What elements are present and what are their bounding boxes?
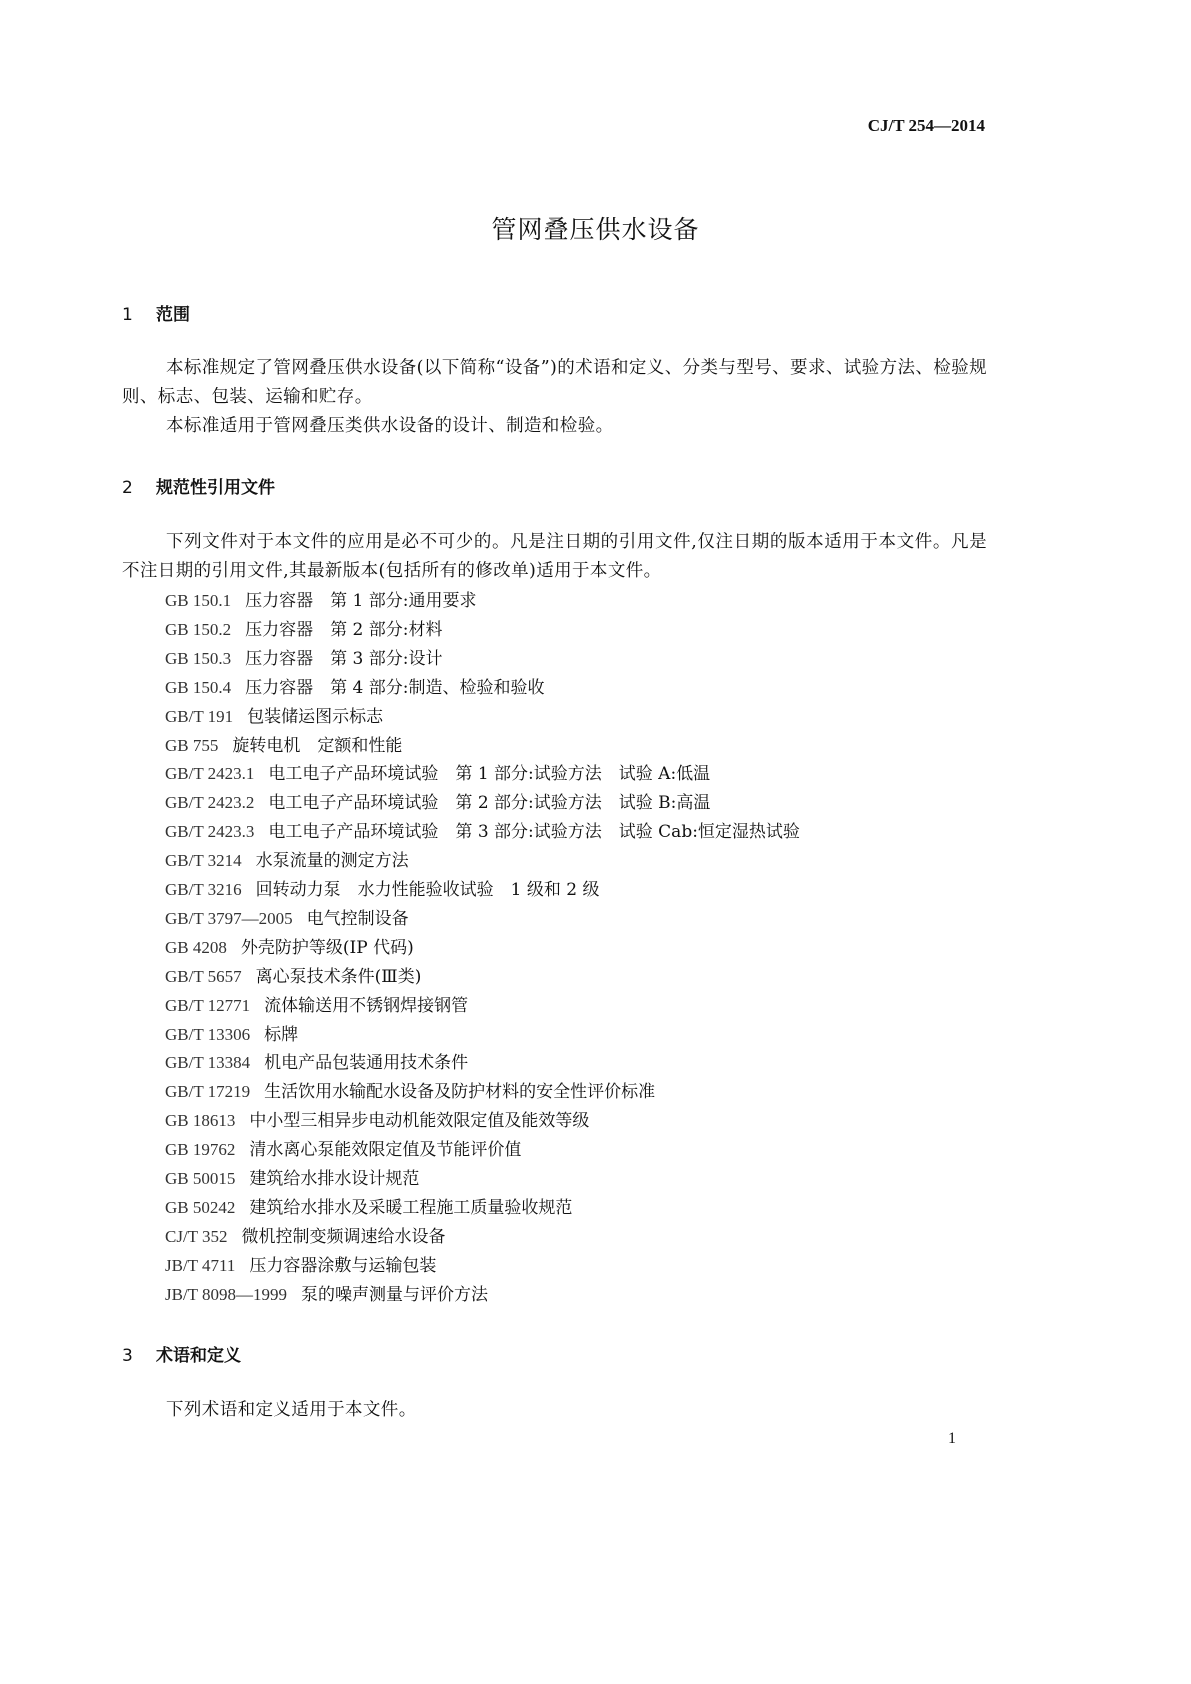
reference-code: JB/T 8098—1999 <box>165 1284 288 1304</box>
reference-title: 外壳防护等级(IP 代码) <box>240 937 414 958</box>
reference-title: 生活饮用水输配水设备及防护材料的安全性评价标准 <box>264 1082 656 1103</box>
reference-title: 压力容器 第 3 部分:设计 <box>245 648 443 669</box>
reference-title: 流体输送用不锈钢焊接钢管 <box>264 995 469 1016</box>
reference-title: 清水离心泵能效限定值及节能评价值 <box>249 1140 522 1161</box>
reference-title: 包装储运图示标志 <box>247 706 384 727</box>
reference-item <box>165 1077 655 1107</box>
reference-title: 微机控制变频调速给水设备 <box>241 1226 446 1247</box>
reference-code: GB 50015 <box>165 1169 236 1188</box>
reference-code: GB/T 2423.2 <box>165 793 255 813</box>
reference-item <box>165 962 421 992</box>
paragraph: 本标准适用于管网叠压类供水设备的设计、制造和检验。 <box>166 416 614 436</box>
page-number: 1 <box>948 1430 956 1447</box>
reference-code: GB/T 13306 <box>165 1024 251 1044</box>
reference-title: 电工电子产品环境试验 第 3 部分:试验方法 试验 Cab:恒定湿热试验 <box>268 822 800 843</box>
reference-code: GB 150.1 <box>165 591 232 610</box>
reference-item <box>165 991 468 1021</box>
reference-title: 压力容器 第 2 部分:材料 <box>245 619 443 640</box>
reference-code: GB/T 12771 <box>165 995 251 1015</box>
reference-title: 电气控制设备 <box>306 908 409 929</box>
section-heading-terms <box>122 1341 241 1366</box>
reference-code: GB 50242 <box>165 1197 236 1217</box>
reference-item <box>165 586 476 616</box>
section-number: 1 <box>122 305 133 325</box>
section-title: 规范性引用文件 <box>156 478 275 498</box>
reference-item <box>165 788 710 818</box>
reference-title: 标牌 <box>264 1024 299 1045</box>
reference-title: 压力容器涂敷与运输包装 <box>249 1255 437 1276</box>
reference-item <box>165 759 710 789</box>
section-number: 3 <box>122 1346 133 1366</box>
reference-item <box>165 1164 419 1194</box>
reference-item <box>165 875 600 905</box>
reference-title: 离心泵技术条件(Ⅲ类) <box>255 966 422 987</box>
reference-item <box>165 1193 572 1223</box>
reference-item <box>165 846 409 876</box>
reference-item <box>165 731 402 761</box>
reference-code: GB/T 17219 <box>165 1082 251 1102</box>
paragraph: 下列文件对于本文件的应用是必不可少的。凡是注日期的引用文件,仅注日期的版本适用于本文件。凡是不注日期的引用文件,其最新版本(包括所有的修改单)适用于本文件。 <box>122 532 987 581</box>
reference-item <box>165 904 409 934</box>
reference-code: GB 18613 <box>165 1111 236 1131</box>
document-title: 管网叠压供水设备 <box>491 215 700 244</box>
reference-item <box>165 817 800 847</box>
reference-title: 机电产品包装通用技术条件 <box>264 1053 469 1074</box>
reference-title: 电工电子产品环境试验 第 1 部分:试验方法 试验 A:低温 <box>268 764 711 785</box>
reference-item <box>165 1251 436 1281</box>
reference-code: GB 4208 <box>165 937 227 957</box>
section-title: 范围 <box>156 305 190 325</box>
reference-title: 电工电子产品环境试验 第 2 部分:试验方法 试验 B:高温 <box>268 793 711 814</box>
reference-code: GB/T 3216 <box>165 880 242 899</box>
reference-title: 回转动力泵 水力性能验收试验 1 级和 2 级 <box>255 880 600 900</box>
reference-title: 建筑给水排水设计规范 <box>249 1169 420 1189</box>
reference-code: JB/T 4711 <box>165 1255 236 1275</box>
section-heading-normative-references <box>122 473 275 498</box>
reference-title: 旋转电机 定额和性能 <box>232 735 403 756</box>
reference-code: CJ/T 352 <box>165 1226 228 1246</box>
reference-code: GB 755 <box>165 735 219 755</box>
reference-title: 中小型三相异步电动机能效限定值及能效等级 <box>249 1111 590 1132</box>
reference-code: GB/T 5657 <box>165 966 242 986</box>
reference-item <box>165 1048 468 1078</box>
reference-item <box>165 1020 298 1050</box>
reference-code: GB/T 13384 <box>165 1053 251 1073</box>
paragraph: 本标准规定了管网叠压供水设备(以下简称“设备”)的术语和定义、分类与型号、要求、试验方法、检验规则、标志、包装、运输和贮存。 <box>122 358 987 407</box>
reference-item <box>165 644 442 674</box>
standard-code-header: CJ/T 254—2014 <box>867 116 985 135</box>
reference-code: GB/T 2423.1 <box>165 764 255 784</box>
reference-title: 压力容器 第 4 部分:制造、检验和验收 <box>245 677 545 698</box>
reference-title: 压力容器 第 1 部分:通用要求 <box>245 591 477 611</box>
reference-item <box>165 673 544 703</box>
reference-code: GB/T 2423.3 <box>165 822 255 842</box>
reference-title: 泵的噪声测量与评价方法 <box>301 1284 489 1305</box>
section-number: 2 <box>122 478 133 498</box>
reference-item <box>165 1106 589 1136</box>
reference-item <box>165 702 383 732</box>
reference-code: GB 150.2 <box>165 619 232 639</box>
reference-item <box>165 615 442 645</box>
reference-item <box>165 1222 446 1252</box>
reference-code: GB 150.3 <box>165 648 232 668</box>
reference-title: 水泵流量的测定方法 <box>255 851 409 872</box>
section-heading-scope <box>122 300 190 325</box>
reference-item <box>165 1135 521 1165</box>
reference-code: GB 19762 <box>165 1140 236 1160</box>
reference-code: GB/T 3214 <box>165 851 242 871</box>
section-title: 术语和定义 <box>156 1346 241 1366</box>
paragraph: 下列术语和定义适用于本文件。 <box>166 1400 417 1420</box>
reference-item <box>165 1280 488 1310</box>
reference-code: GB/T 191 <box>165 706 234 726</box>
reference-code: GB/T 3797—2005 <box>165 908 293 928</box>
reference-title: 建筑给水排水及采暖工程施工质量验收规范 <box>249 1197 573 1218</box>
reference-code: GB 150.4 <box>165 677 232 697</box>
reference-item <box>165 933 414 963</box>
